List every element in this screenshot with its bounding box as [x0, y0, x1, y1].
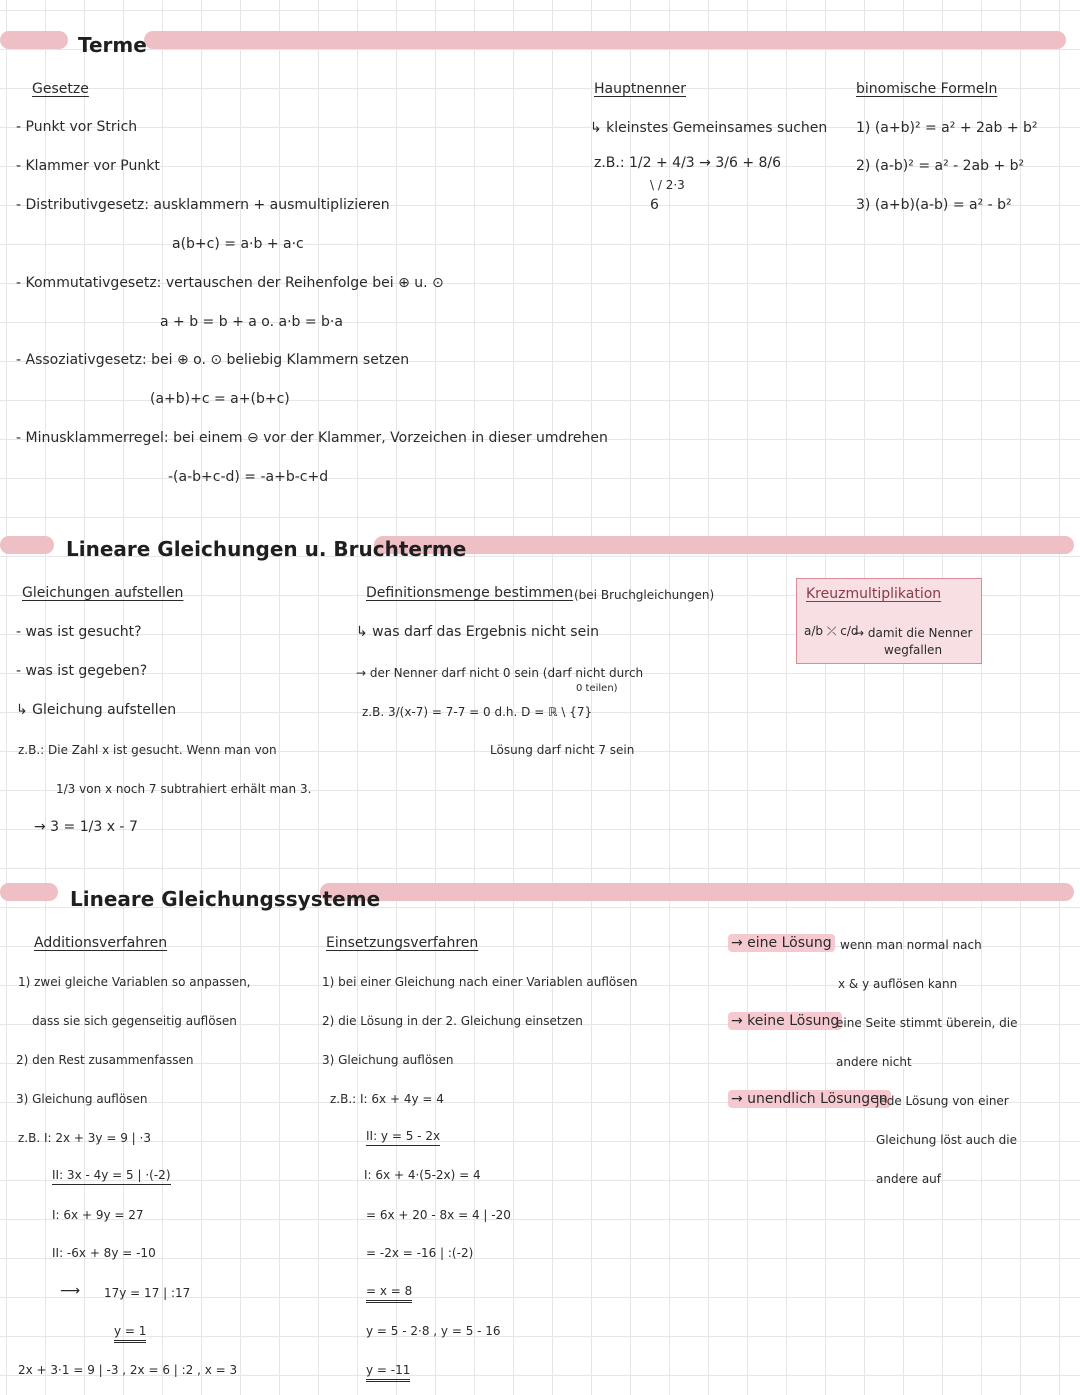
loesung-eine-text-2: x & y auflösen kann	[838, 977, 958, 991]
einsetzung-example-8: y = -11	[366, 1361, 410, 1382]
aufstellen-line-2: - was ist gegeben?	[16, 663, 148, 679]
loesung-keine-text: eine Seite stimmt überein, die	[836, 1016, 1018, 1030]
binomisch-formula-3: 3) (a+b)(a-b) = a² - b²	[856, 197, 1012, 213]
heading-gleichungen-aufstellen: Gleichungen aufstellen	[22, 585, 184, 601]
aufstellen-line-1: - was ist gesucht?	[16, 624, 142, 640]
title-highlight-left	[0, 883, 58, 901]
addition-example-6: y = 1	[114, 1322, 146, 1343]
loesung-eine-label: → eine Lösung	[728, 934, 835, 952]
section-title-terme: Terme	[78, 33, 147, 57]
definition-line-2b: 0 teilen)	[576, 683, 618, 694]
kommutativ-formula: a + b = b + a o. a·b = b·a	[160, 314, 343, 330]
gesetze-line-1: - Punkt vor Strich	[16, 119, 138, 135]
loesung-unendlich-text-3: andere auf	[876, 1172, 942, 1186]
einsetzung-example-4: = 6x + 20 - 8x = 4 | -20	[366, 1208, 511, 1222]
kreuz-text-2: wegfallen	[884, 643, 943, 657]
hauptnenner-result: 6	[650, 197, 659, 213]
binomisch-formula-1: 1) (a+b)² = a² + 2ab + b²	[856, 120, 1038, 136]
einsetzung-example-3: I: 6x + 4·(5-2x) = 4	[364, 1168, 481, 1182]
heading-gesetze: Gesetze	[32, 81, 89, 97]
aufstellen-line-3: ↳ Gleichung aufstellen	[16, 702, 177, 718]
loesung-eine-text: wenn man normal nach	[840, 938, 982, 952]
loesung-keine-label: → keine Lösung	[728, 1012, 842, 1030]
addition-example-4: II: -6x + 8y = -10	[52, 1246, 156, 1260]
aufstellen-line-4: z.B.: Die Zahl x ist gesucht. Wenn man von	[18, 743, 277, 757]
section-title-lineare-gleichungen: Lineare Gleichungen u. Bruchterme	[66, 537, 467, 561]
loesung-keine-text-2: andere nicht	[836, 1055, 912, 1069]
einsetzung-step-3: 3) Gleichung auflösen	[322, 1053, 454, 1067]
gesetze-line-6: - Minusklammerregel: bei einem ⊖ vor der Klammer, Vorzeichen in dieser umdrehen	[16, 430, 608, 446]
arrow-icon: ⟶	[60, 1283, 81, 1299]
loesung-unendlich-text: jede Lösung von einer	[876, 1094, 1009, 1108]
einsetzung-step-1: 1) bei einer Gleichung nach einer Variablen auflösen	[322, 975, 638, 989]
gesetze-line-3: - Distributivgesetz: ausklammern + ausmultiplizieren	[16, 197, 390, 213]
heading-einsetzungsverfahren: Einsetzungsverfahren	[326, 935, 479, 951]
heading-kreuzmultiplikation: Kreuzmultiplikation	[806, 586, 942, 602]
assoziativ-formula: (a+b)+c = a+(b+c)	[150, 391, 290, 407]
heading-binomische-formeln: binomische Formeln	[856, 81, 998, 97]
addition-step-1b: dass sie sich gegenseitig auflösen	[32, 1014, 237, 1028]
einsetzung-example-5: = -2x = -16 | :(-2)	[366, 1246, 474, 1260]
heading-additionsverfahren: Additionsverfahren	[34, 935, 168, 951]
aufstellen-line-5: 1/3 von x noch 7 subtrahiert erhält man 3.	[56, 782, 312, 796]
distributiv-formula: a(b+c) = a·b + a·c	[172, 236, 304, 252]
title-highlight-left	[0, 536, 54, 554]
addition-step-3: 3) Gleichung auflösen	[16, 1092, 148, 1106]
definition-line-4: Lösung darf nicht 7 sein	[490, 743, 635, 757]
addition-example-7: 2x + 3·1 = 9 | -3 , 2x = 6 | :2 , x = 3	[18, 1363, 238, 1377]
minusklammer-formula: -(a-b+c-d) = -a+b-c+d	[168, 469, 329, 485]
addition-example-5: 17y = 17 | :17	[104, 1286, 191, 1300]
hauptnenner-line-1: ↳ kleinstes Gemeinsames suchen	[590, 120, 828, 136]
einsetzung-step-2: 2) die Lösung in der 2. Gleichung einsetzen	[322, 1014, 583, 1028]
addition-example-3: I: 6x + 9y = 27	[52, 1208, 144, 1222]
definition-line-1: ↳ was darf das Ergebnis nicht sein	[356, 624, 599, 640]
section-title-gleichungssysteme: Lineare Gleichungssysteme	[70, 887, 381, 911]
definition-line-2: → der Nenner darf nicht 0 sein (darf nicht durch	[356, 666, 644, 680]
loesung-unendlich-label: → unendlich Lösungen	[728, 1090, 891, 1108]
hauptnenner-example: z.B.: 1/2 + 4/3 → 3/6 + 8/6	[594, 155, 782, 171]
title-highlight-left	[0, 31, 68, 49]
definition-line-3: z.B. 3/(x-7) = 7-7 = 0 d.h. D = ℝ \ {7}	[362, 705, 593, 719]
einsetzung-example-1: z.B.: I: 6x + 4y = 4	[330, 1092, 444, 1106]
einsetzung-example-7: y = 5 - 2·8 , y = 5 - 16	[366, 1324, 501, 1338]
hauptnenner-sub: \ / 2·3	[650, 178, 685, 192]
binomisch-formula-2: 2) (a-b)² = a² - 2ab + b²	[856, 158, 1025, 174]
gesetze-line-5: - Assoziativgesetz: bei ⊕ o. ⊙ beliebig Klammern setzen	[16, 352, 410, 368]
title-highlight-right	[320, 883, 1074, 901]
addition-example-1: z.B. I: 2x + 3y = 9 | ·3	[18, 1131, 151, 1145]
definitionsmenge-note: (bei Bruchgleichungen)	[574, 588, 715, 602]
gesetze-line-2: - Klammer vor Punkt	[16, 158, 160, 174]
addition-step-1: 1) zwei gleiche Variablen so anpassen,	[18, 975, 251, 989]
addition-example-2: II: 3x - 4y = 5 | ·(-2)	[52, 1166, 171, 1185]
einsetzung-example-6: = x = 8	[366, 1282, 412, 1303]
heading-hauptnenner: Hauptnenner	[594, 81, 686, 97]
kreuz-text-1: → damit die Nenner	[854, 626, 973, 640]
loesung-unendlich-text-2: Gleichung löst auch die	[876, 1133, 1017, 1147]
kreuz-formula: a/b ⤫ c/d	[804, 624, 859, 638]
einsetzung-example-2: II: y = 5 - 2x	[366, 1127, 440, 1146]
aufstellen-line-6: → 3 = 1/3 x - 7	[34, 819, 138, 835]
title-highlight-right	[374, 536, 1074, 554]
heading-definitionsmenge: Definitionsmenge bestimmen	[366, 585, 574, 601]
gesetze-line-4: - Kommutativgesetz: vertauschen der Reihenfolge bei ⊕ u. ⊙	[16, 275, 444, 291]
addition-step-2: 2) den Rest zusammenfassen	[16, 1053, 194, 1067]
title-highlight-right	[144, 31, 1066, 49]
